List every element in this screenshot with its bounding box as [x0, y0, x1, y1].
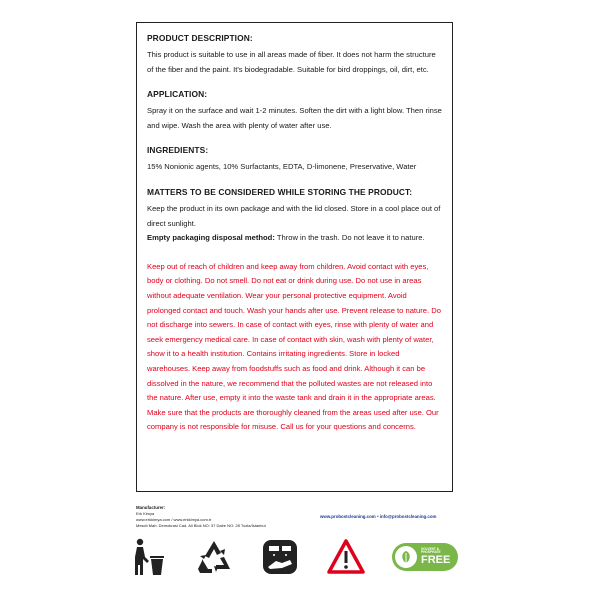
warning-triangle-icon — [326, 537, 366, 577]
disposal-line — [147, 231, 442, 246]
recycle-icon — [194, 537, 234, 577]
corrosive-hand-icon — [260, 537, 300, 577]
dispose-in-bin-icon — [128, 537, 168, 577]
storage-text: Keep the product in its own package and with the lid closed. Store in a cool place out of direct sunlight. — [147, 203, 441, 228]
description-text: This product is suitable to use in all areas made of fiber. It does not harm the structure of the fiber and the paint. It's biodegradable. Suitable for bird droppings, oil, dirt, etc. — [147, 50, 436, 74]
product-label-box — [136, 22, 453, 492]
phosphate-free-badge — [392, 543, 458, 571]
icon-row — [128, 536, 458, 578]
manufacturer-block — [136, 505, 266, 529]
disposal-text: Throw in the trash. Do not leave it to nature. — [276, 233, 425, 243]
description-heading: PRODUCT DESCRIPTION: — [147, 33, 253, 43]
warning-text: Keep out of reach of children and keep away from children. Avoid contact with eyes, body or clothing. Do not smell. Do not eat or drink during use. Do not use in areas without adequate ventilation. Wear your personal protective equipment. Avoid prolonged contact and touch. Wash your hands after use. Prevent release to nature. Do not discharge into sewers. In case of contact with eyes, rinse with plenty of water and seek emergency medical care. In case of contact with skin, wash with plenty of water, show it to a health institution. Contains irritating ingredients. Store in locked warehouses. Keep away from foodstuffs such as food and drink. Although it can be dissolved in the nature, we recommend that the polluted wastes are not released into the nature. After use, empty it into the waste tank and drain it in the appropriate areas. Make sure that the products are thoroughly cleaned from the areas used after use. Our company is not responsible for misuse. Call us for your questions and concerns. — [147, 261, 441, 432]
contact-separator: • — [376, 514, 379, 519]
ingredients-text: 15% Nonionic agents, 10% Surfactants, EDTA, D-limonene, Preservative, Water — [147, 162, 417, 172]
badge-text — [421, 548, 450, 566]
leaf-icon — [395, 546, 417, 568]
manufacturer-web: www.erkkimya.com / www.erkkimya.com.tr — [136, 517, 212, 522]
storage-section — [147, 187, 442, 246]
application-section — [147, 89, 442, 133]
badge-line-2: PHOSPHATE — [421, 550, 441, 554]
website-link[interactable]: www.probostcleaning.com — [320, 514, 376, 519]
contacts-line — [320, 514, 436, 519]
application-text: Spray it on the surface and wait 1-2 minutes. Soften the dirt with a light blow. Then rinse and wipe. Wash the area with plenty of water after use. — [147, 106, 442, 130]
disposal-label: Empty packaging disposal method: — [147, 233, 275, 243]
description-section — [147, 33, 442, 77]
badge-free: FREE — [421, 554, 451, 567]
manufacturer-address: Mescit Mah. Demokrasi Cad. Ali Blok NO: 37 Daire NO: 28 Tuzla/İstanbul — [136, 523, 266, 528]
manufacturer-title: Manufacturer: — [136, 505, 166, 510]
badge-line-1: SOLVENT & — [421, 546, 440, 551]
manufacturer-name: Erk Kimya — [136, 511, 155, 516]
ingredients-section — [147, 145, 442, 175]
ingredients-heading: INGREDIENTS: — [147, 145, 209, 156]
email-link[interactable]: info@probostcleaning.com — [379, 514, 437, 519]
application-heading: APPLICATION: — [147, 89, 208, 100]
storage-heading: MATTERS TO BE CONSIDERED WHILE STORING THE PRODUCT: — [147, 186, 413, 197]
